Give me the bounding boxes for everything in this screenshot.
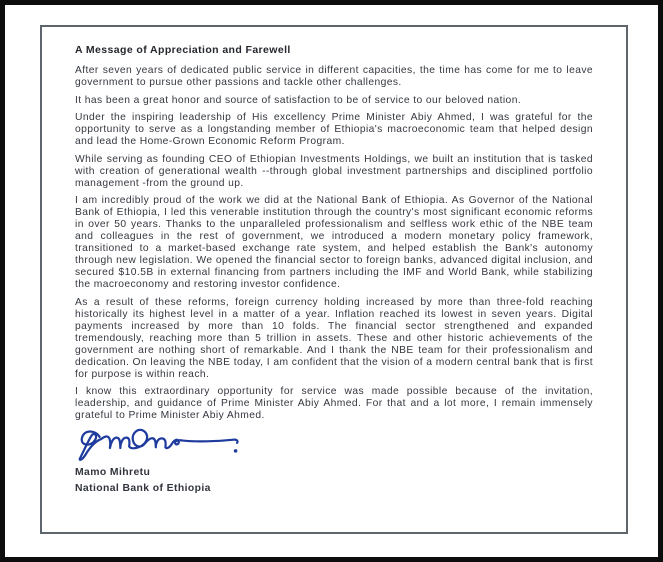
signer-name: Mamo Mihretu [75,467,151,478]
letter-paragraph: I know this extraordinary opportunity for service was made possible because of the invitation, leadership, and guidance of Prime Minister Abiy Ahmed. For that and a lot more, I remain immensely grateful to Prime Minister Abiy Ahmed. [75,386,593,421]
letter-page-frame [40,25,628,534]
letter-paragraph: While serving as founding CEO of Ethiopian Investments Holdings, we built an institution that is tasked with creation of generational wealth --through global investment partnerships and disciplined portfolio management -from the ground up. [75,153,593,189]
letter-paragraph: It has been a great honor and source of satisfaction to be of service to our beloved nation. [75,94,522,106]
signature-block [75,428,593,495]
letter-paragraph: After seven years of dedicated public service in different capacities, the time has come for me to leave government to pursue other passions and tackle other challenges. [75,65,593,88]
signature-scrawl-icon [73,428,243,462]
signer-organization: National Bank of Ethiopia [75,483,211,494]
letter-paragraph: As a result of these reforms, foreign currency holding increased by more than three-fold reaching historically its highest level in a matter of a year. Inflation reached its lowest in seven years. Digital payments increased by more than 10 folds. The financial sector strengthened and expanded tremendously, reaching more than 5 trillion in assets. These and other historic achievements of the government are nothing short of remarkable. And I thank the NBE team for their professionalism and dedication. On leaving the NBE today, I am confident that the vision of a modern central bank that is first for purpose is within reach. [75,296,593,380]
letter-paragraph: I am incredibly proud of the work we did at the National Bank of Ethiopia. As Governor of the National Bank of Ethiopia, I led this venerable institution through the country's most significant economic reforms in over 50 years. Thanks to the unparalleled professionalism and selfless work ethic of the NBE team and colleagues in the rest of government, we introduced a modern monetary policy framework, transitioned to a market-based exchange rate system, and helped establish the Bank's autonomy through new legislation. We opened the financial sector to foreign banks, advanced digital inclusion, and secured $10.5B in external financing from partners including the IMF and World Bank, while stabilizing the macroeconomy and restoring investor confidence. [75,195,593,290]
letter-content [42,27,626,495]
letter-paragraph: Under the inspiring leadership of His excellency Prime Minister Abiy Ahmed, I was grateful for the opportunity to serve as a longstanding member of Ethiopia's macroeconomic team that helped design and lead the Home-Grown Economic Reform Program. [75,112,593,147]
letter-heading: A Message of Appreciation and Farewell [75,44,291,56]
